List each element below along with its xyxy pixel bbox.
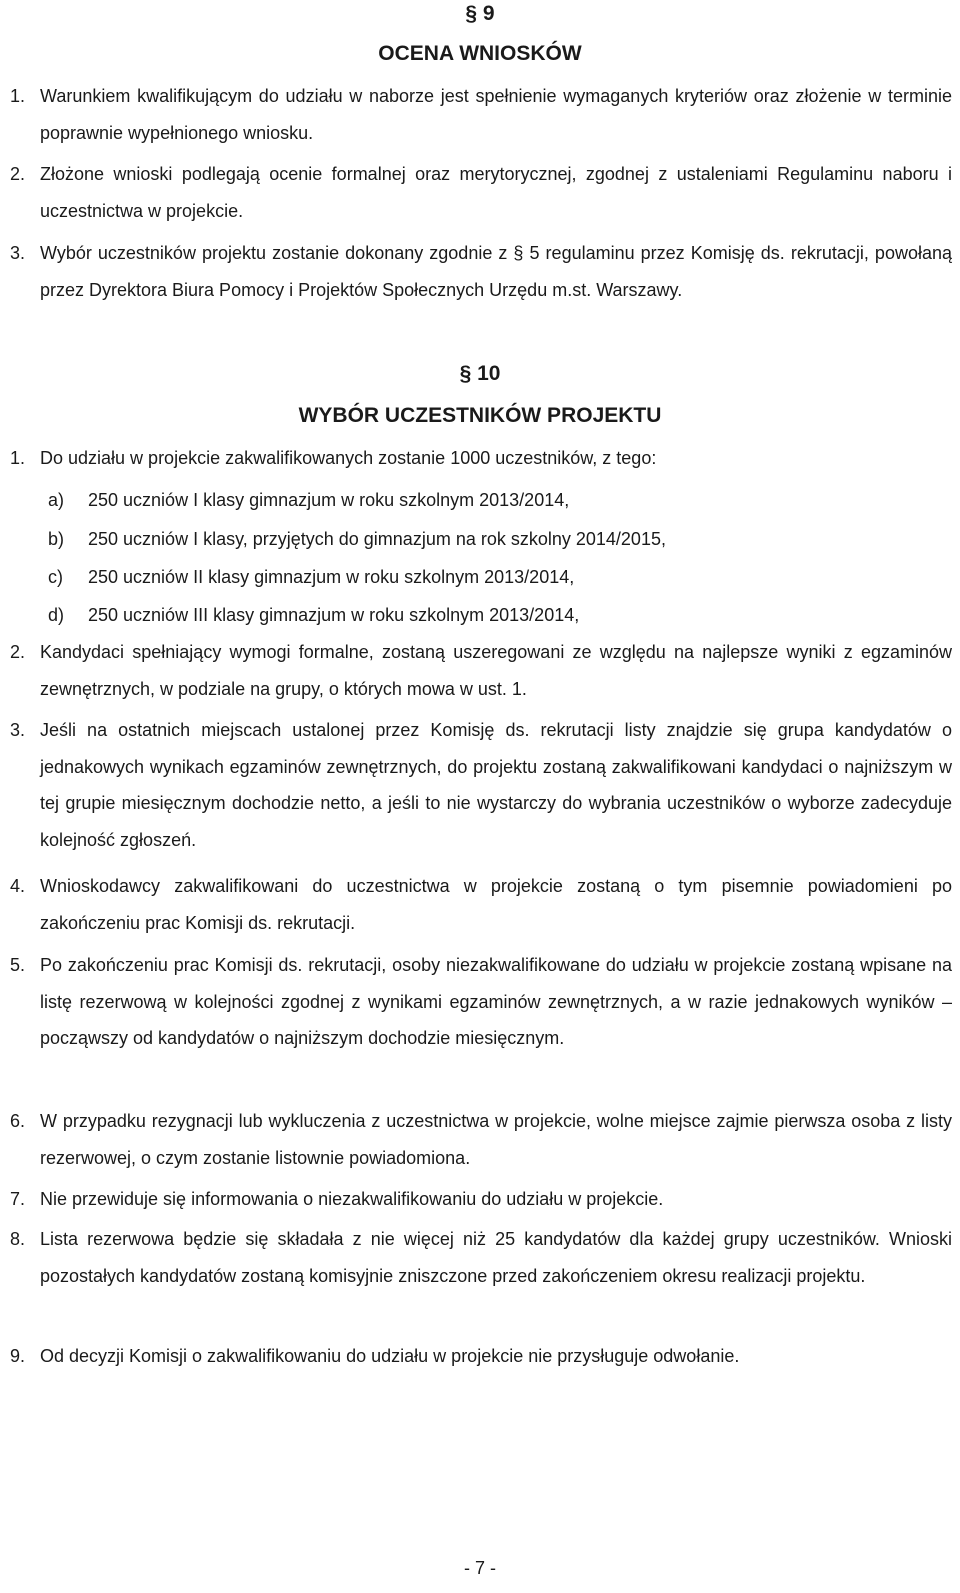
item-number: 4. [10, 876, 26, 896]
item-text: Złożone wnioski podlegają ocenie formalnej oraz merytorycznej, zgodnej z ustaleniami Regulaminu naboru i uczestnictwa w projekcie. [40, 164, 952, 221]
item-number: 3. [10, 243, 26, 263]
subitem-label: c) [48, 567, 63, 587]
section-10-item-4 [10, 868, 952, 941]
item-number: 9. [10, 1346, 26, 1366]
subitem-text: 250 uczniów I klasy, przyjętych do gimnazjum na rok szkolny 2014/2015, [88, 529, 666, 549]
section-10-item-1 [10, 440, 952, 477]
section-10-subitem-b [48, 527, 948, 551]
item-number: 5. [10, 955, 26, 975]
section-10-subitem-c [48, 565, 948, 589]
subitem-text: 250 uczniów I klasy gimnazjum w roku szkolnym 2013/2014, [88, 490, 570, 510]
subitem-label: a) [48, 490, 65, 510]
page-number: - 7 - [463, 1558, 496, 1578]
item-text: Warunkiem kwalifikującym do udziału w naborze jest spełnienie wymaganych kryteriów oraz złożenie w terminie poprawnie wypełnionego wniosku. [40, 86, 952, 143]
section-10-item-3 [10, 712, 952, 858]
item-number: 8. [10, 1229, 26, 1249]
item-number: 2. [10, 642, 26, 662]
item-text: Do udziału w projekcie zakwalifikowanych zostanie 1000 uczestników, z tego: [40, 448, 657, 468]
section-10-subitem-d [48, 603, 948, 627]
section-10-item-7 [10, 1181, 952, 1218]
item-text: Nie przewiduje się informowania o niezakwalifikowaniu do udziału w projekcie. [40, 1189, 664, 1209]
section-10-title: WYBÓR UCZESTNIKÓW PROJEKTU [298, 404, 662, 427]
section-9-symbol: § 9 [465, 2, 495, 25]
item-number: 2. [10, 164, 26, 184]
item-text: Lista rezerwowa będzie się składała z nie więcej niż 25 kandydatów dla każdej grupy uczestników. Wnioski pozostałych kandydatów zostaną komisyjnie zniszczone przed zakończeniem okresu realizacji projektu. [40, 1229, 952, 1286]
subitem-label: b) [48, 529, 65, 549]
item-text: Po zakończeniu prac Komisji ds. rekrutacji, osoby niezakwalifikowane do udziału w projekcie zostaną wpisane na listę rezerwową w kolejności zgodnej z wynikami egzaminów zewnętrznych, a w razie jednakowych wyników – począwszy od kandydatów o najniższym dochodzie miesięcznym. [40, 955, 952, 1048]
item-text: Wybór uczestników projektu zostanie dokonany zgodnie z § 5 regulaminu przez Komisję ds. rekrutacji, powołaną przez Dyrektora Biura Pomocy i Projektów Społecznych Urzędu m.st. Warszawy. [40, 243, 952, 300]
section-9-item-2 [10, 156, 952, 229]
section-10-item-6 [10, 1103, 952, 1176]
section-9-item-1 [10, 78, 952, 151]
item-text: Od decyzji Komisji o zakwalifikowaniu do udziału w projekcie nie przysługuje odwołanie. [40, 1346, 740, 1366]
section-10-symbol: § 10 [459, 362, 501, 385]
section-10-item-5 [10, 947, 952, 1057]
item-number: 1. [10, 448, 26, 468]
section-10-item-9 [10, 1338, 952, 1375]
item-text: W przypadku rezygnacji lub wykluczenia z uczestnictwa w projekcie, wolne miejsce zajmie pierwsza osoba z listy rezerwowej, o czym zostanie listownie powiadomiona. [40, 1111, 952, 1168]
section-9-title: OCENA WNIOSKÓW [378, 42, 582, 65]
item-text: Jeśli na ostatnich miejscach ustalonej przez Komisję ds. rekrutacji listy znajdzie się grupa kandydatów o jednakowych wynikach egzaminów zewnętrznych, do projektu zostaną zakwalifikowani kandydaci o najniższym w tej grupie miesięcznym dochodzie netto, a jeśli to nie wystarczy do wybrania uczestników o wyborze zadecyduje kolejność zgłoszeń. [40, 720, 952, 850]
section-10-item-8 [10, 1221, 952, 1294]
item-text: Wnioskodawcy zakwalifikowani do uczestnictwa w projekcie zostaną o tym pisemnie powiadomieni po zakończeniu prac Komisji ds. rekrutacji. [40, 876, 952, 933]
section-9-item-3 [10, 235, 952, 308]
item-text: Kandydaci spełniający wymogi formalne, zostaną uszeregowani ze względu na najlepsze wyniki z egzaminów zewnętrznych, w podziale na grupy, o których mowa w ust. 1. [40, 642, 952, 699]
subitem-text: 250 uczniów II klasy gimnazjum w roku szkolnym 2013/2014, [88, 567, 575, 587]
item-number: 7. [10, 1189, 26, 1209]
section-10-item-2 [10, 634, 952, 707]
item-number: 6. [10, 1111, 26, 1131]
section-10-subitem-a [48, 488, 948, 512]
subitem-text: 250 uczniów III klasy gimnazjum w roku szkolnym 2013/2014, [88, 605, 580, 625]
item-number: 1. [10, 86, 26, 106]
item-number: 3. [10, 720, 26, 740]
subitem-label: d) [48, 605, 65, 625]
